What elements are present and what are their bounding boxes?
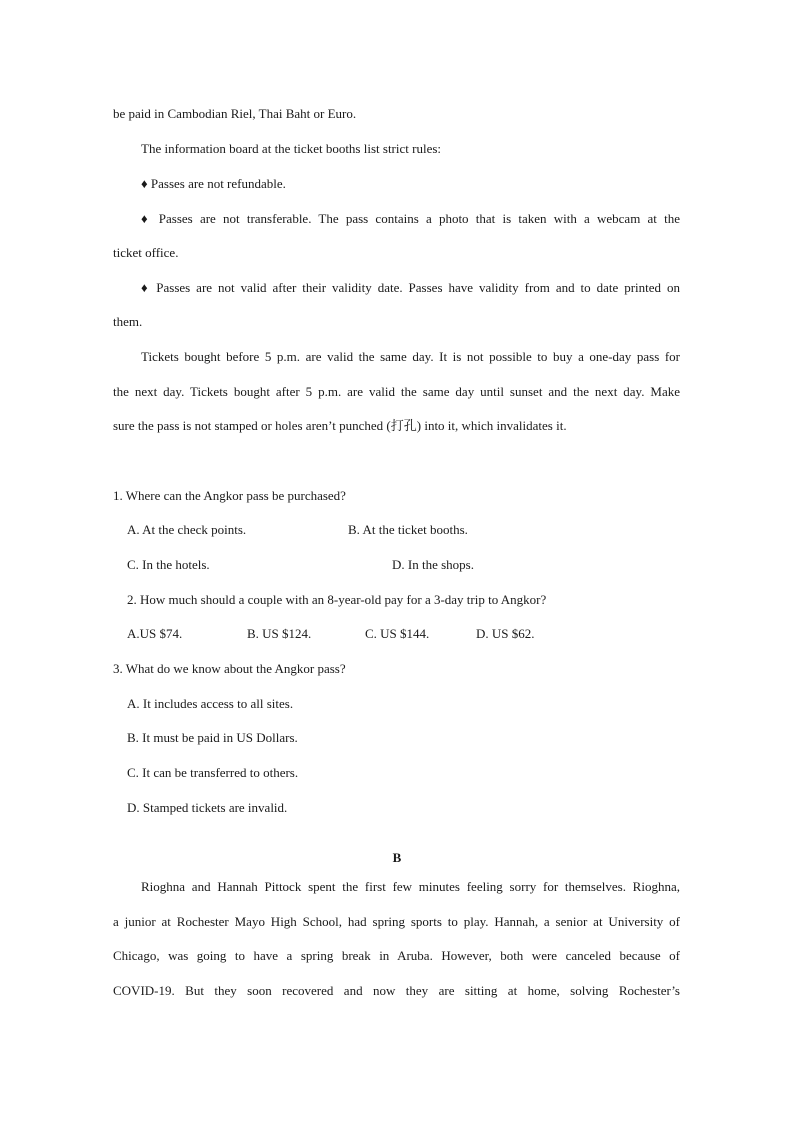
question-1-option-d: D. In the shops. [392, 557, 474, 572]
rule-3-line-b: them. [113, 314, 143, 329]
question-3-option-c: C. It can be transferred to others. [127, 765, 299, 780]
tickets-line-c: sure the pass is not stamped or holes aren’t punched (打孔) into it, which invalidates it. [113, 418, 567, 433]
rule-2-line-b: ticket office. [113, 245, 179, 260]
passage-b-line-4: COVID-19. But they soon recovered and now they are sitting at home, solving Rochester’s [113, 983, 680, 998]
passage-b-line-1: Rioghna and Hannah Pittock spent the first few minutes feeling sorry for themselves. Rioghna, [141, 879, 680, 894]
question-3-stem: 3. What do we know about the Angkor pass? [113, 661, 346, 676]
question-3-option-b: B. It must be paid in US Dollars. [127, 730, 298, 745]
passage-a-line-2: The information board at the ticket booths list strict rules: [141, 141, 442, 156]
rule-2-line-a: ♦ Passes are not transferable. The pass contains a photo that is taken with a webcam at the [141, 211, 680, 226]
question-2-option-d: D. US $62. [476, 626, 535, 641]
rule-3-line-a: ♦ Passes are not valid after their validity date. Passes have validity from and to date printed on [141, 280, 680, 295]
section-b-heading: B [392, 850, 402, 865]
question-2-option-c: C. US $144. [365, 626, 430, 641]
question-3-option-d: D. Stamped tickets are invalid. [127, 800, 288, 815]
question-1-option-a: A. At the check points. [127, 522, 247, 537]
rule-1: ♦ Passes are not refundable. [141, 176, 286, 191]
question-2-option-b: B. US $124. [247, 626, 312, 641]
tickets-line-a: Tickets bought before 5 p.m. are valid the same day. It is not possible to buy a one-day pass for [141, 349, 680, 364]
passage-a-line-1: be paid in Cambodian Riel, Thai Baht or Euro. [113, 106, 357, 121]
passage-b-line-3: Chicago, was going to have a spring break in Aruba. However, both were canceled because of [113, 948, 680, 963]
question-2-stem: 2. How much should a couple with an 8-year-old pay for a 3-day trip to Angkor? [127, 592, 547, 607]
passage-b-line-2: a junior at Rochester Mayo High School, had spring sports to play. Hannah, a senior at University of [113, 914, 680, 929]
tickets-line-b: the next day. Tickets bought after 5 p.m. are valid the same day until sunset and the next day. Make [113, 384, 680, 399]
question-2-option-a: A.US $74. [127, 626, 183, 641]
question-1-option-c: C. In the hotels. [127, 557, 210, 572]
question-1-option-b: B. At the ticket booths. [348, 522, 468, 537]
question-3-option-a: A. It includes access to all sites. [127, 696, 294, 711]
question-1-stem: 1. Where can the Angkor pass be purchased? [113, 488, 346, 503]
